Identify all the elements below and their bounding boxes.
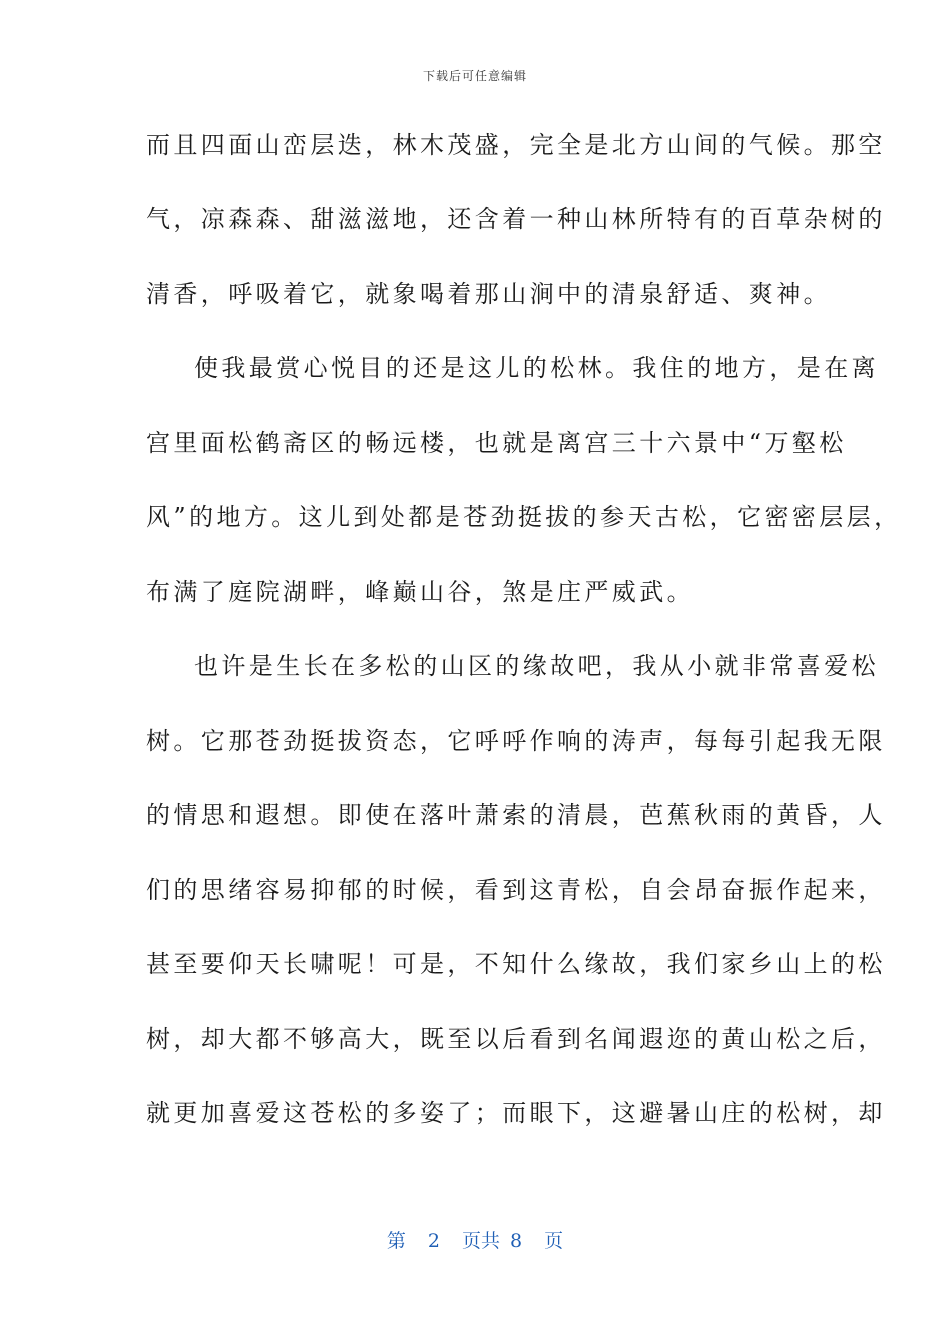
footer-label-di: 第 <box>386 1230 406 1252</box>
paragraph-first-line: 也许是生长在多松的山区的缘故吧，我从小就非常喜爱松 <box>194 652 879 680</box>
text-line: 清香，呼吸着它，就象喝着那山涧中的清泉舒适、爽神。 <box>146 280 831 308</box>
page-footer <box>0 1226 950 1253</box>
text-line: 就更加喜爱这苍松的多姿了；而眼下，这避暑山庄的松树，却 <box>146 1099 886 1127</box>
footer-label-ye-gong: 页共 <box>461 1230 500 1252</box>
text-line: 们的思绪容易抑郁的时候，看到这青松，自会昂奋振作起来， <box>146 876 886 904</box>
text-line: 宫里面松鹤斋区的畅远楼，也就是离宫三十六景中“万壑松 <box>146 429 847 457</box>
text-line: 树。它那苍劲挺拔资态，它呼呼作响的涛声，每每引起我无限 <box>146 727 886 755</box>
text-line: 风”的地方。这儿到处都是苍劲挺拔的参天古松，它密密层层， <box>146 503 902 531</box>
footer-label-ye: 页 <box>544 1230 564 1252</box>
page-header: 下载后可任意编辑 <box>422 69 527 83</box>
total-pages-number: 8 <box>510 1230 523 1252</box>
text-line: 甚至要仰天长啸呢！可是，不知什么缘故，我们家乡山上的松 <box>146 950 886 978</box>
text-line: 的情思和遐想。即使在落叶萧索的清晨，芭蕉秋雨的黄昏，人 <box>146 801 886 829</box>
paragraph-first-line: 使我最赏心悦目的还是这儿的松林。我住的地方，是在离 <box>194 354 879 382</box>
text-line: 树，却大都不够高大，既至以后看到名闻遐迩的黄山松之后， <box>146 1025 886 1053</box>
text-line: 布满了庭院湖畔，峰巅山谷，煞是庄严威武。 <box>146 578 694 606</box>
current-page-number: 2 <box>427 1230 440 1252</box>
text-line: 而且四面山峦层迭，林木茂盛，完全是北方山间的气候。那空 <box>146 131 886 159</box>
text-line: 气，凉森森、甜滋滋地，还含着一种山林所特有的百草杂树的 <box>146 205 886 233</box>
